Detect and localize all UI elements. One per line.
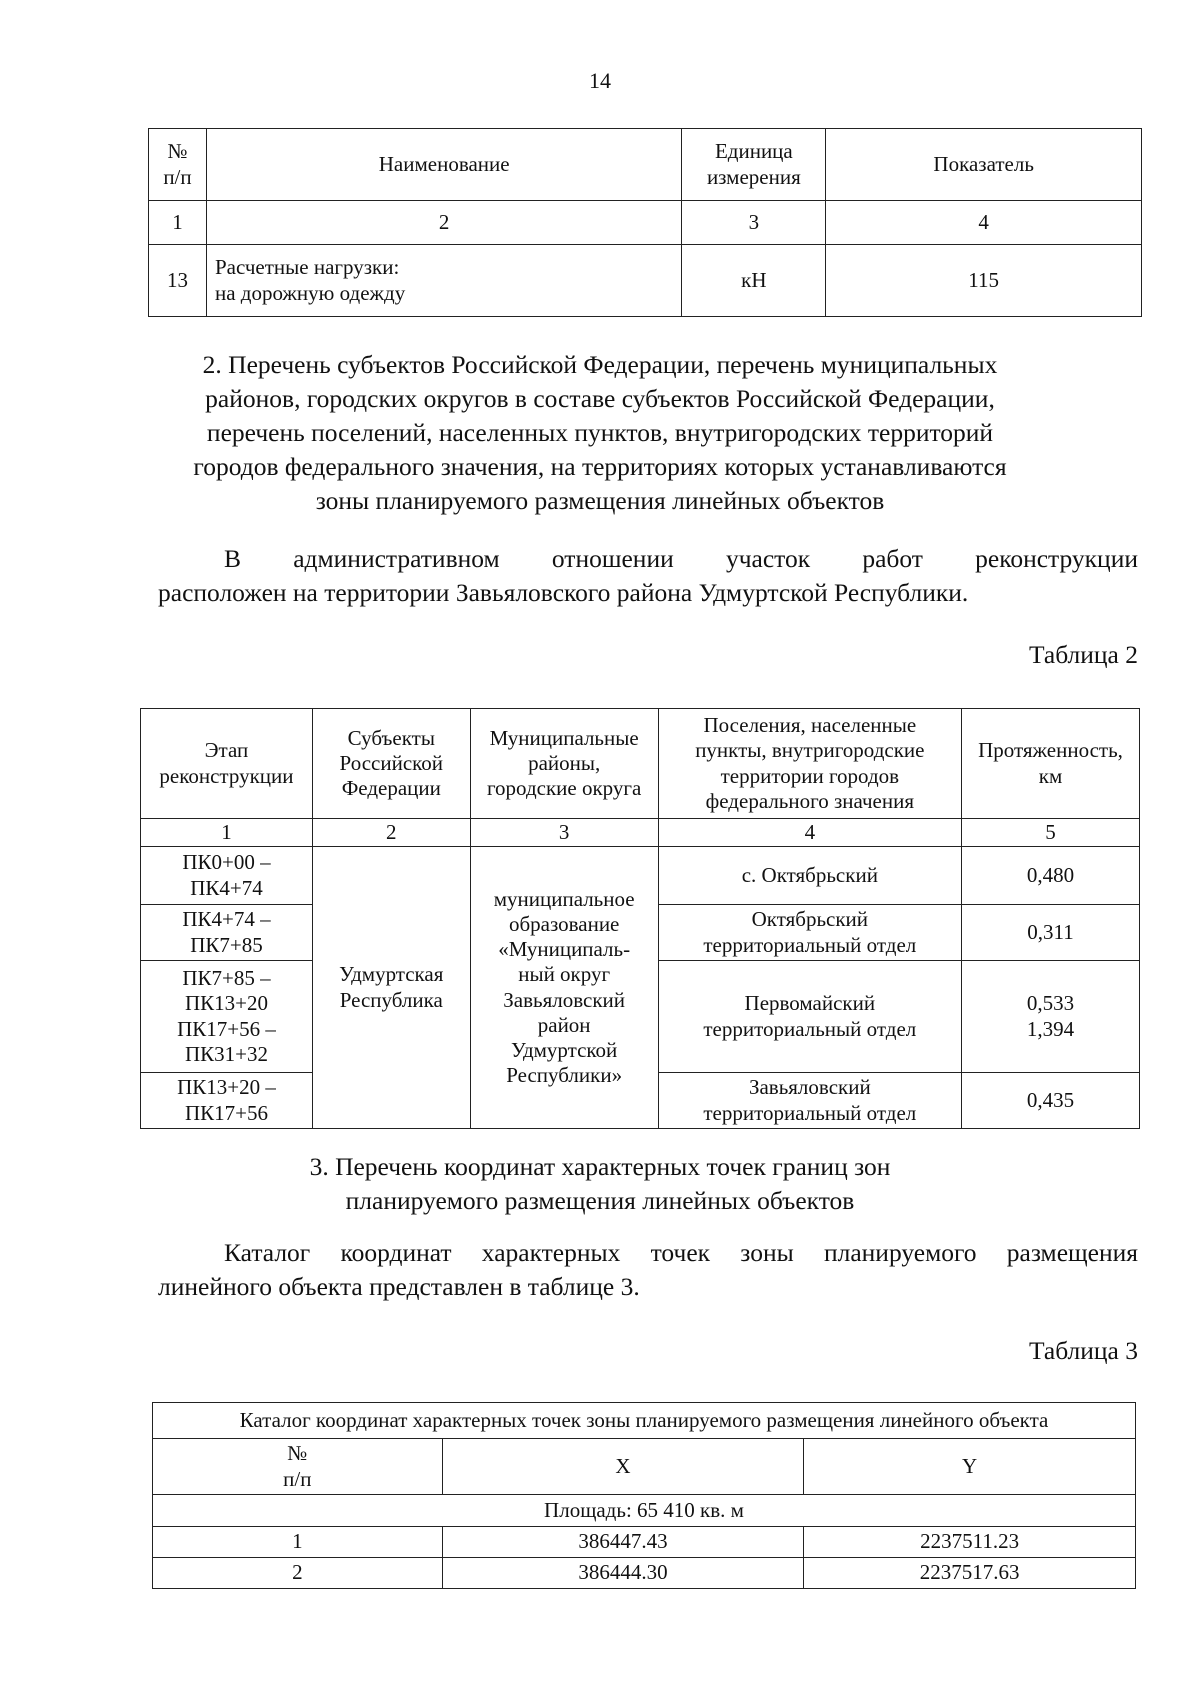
heading-line: городов федерального значения, на территориях которых устанавливаются [193,452,1007,481]
section2-paragraph [158,542,1138,610]
table-title-row [153,1403,1136,1439]
section2-heading [0,348,1200,518]
paragraph-line: линейного объекта представлен в таблице 3. [158,1272,640,1301]
parameters-table [148,128,1142,317]
col-number: 1 [149,201,207,245]
table-header-row [149,129,1142,201]
length-cell: 0,480 [962,847,1140,905]
subject-cell: Удмуртская Республика [312,847,470,1129]
table-row [141,847,1140,905]
stage-cell: ПК4+74 – ПК7+85 [141,905,313,961]
row-name [206,245,681,317]
col-number: 2 [206,201,681,245]
row-number: 13 [149,245,207,317]
area-cell: Площадь: 65 410 кв. м [153,1495,1136,1527]
col-number: 3 [470,819,658,847]
header-number: № п/п [149,129,207,201]
row-value: 115 [826,245,1142,317]
header-stage: Этап реконструкции [141,709,313,819]
table-header-row [141,709,1140,819]
table-row [153,1527,1136,1558]
column-number-row [149,201,1142,245]
table2-caption: Таблица 2 [1028,640,1138,669]
heading-line: районов, городских округов в составе субъектов Российской Федерации, [205,384,995,413]
table3-caption: Таблица 3 [1028,1336,1138,1365]
paragraph-line: В административном отношении участок работ реконструкции [224,544,1138,573]
section3-paragraph [158,1236,1138,1304]
section3-heading [0,1150,1200,1218]
settlement-cell: Октябрьский территориальный отдел [658,905,961,961]
row-name-line: Расчетные нагрузки: [214,255,400,280]
table-title: Каталог координат характерных точек зоны планируемого размещения линейного объекта [153,1403,1136,1439]
header-x: X [442,1439,804,1495]
heading-line: планируемого размещения линейных объектов [345,1186,855,1215]
stage-cell: ПК13+20 – ПК17+56 [141,1073,313,1129]
area-row [153,1495,1136,1527]
point-number: 1 [153,1527,443,1558]
header-municipalities: Муниципальные районы, городские округа [470,709,658,819]
settlement-cell: Первомайский территориальный отдел [658,961,961,1073]
settlement-cell: с. Октябрьский [658,847,961,905]
col-number: 3 [682,201,826,245]
header-y: Y [804,1439,1136,1495]
table-header-row [153,1439,1136,1495]
point-y: 2237517.63 [804,1558,1136,1589]
paragraph-line: Каталог координат характерных точек зоны планируемого размещения [224,1238,1138,1267]
header-value: Показатель [826,129,1142,201]
row-unit: кН [682,245,826,317]
heading-line: 3. Перечень координат характерных точек границ зон [309,1152,891,1181]
col-number: 4 [826,201,1142,245]
length-cell: 0,435 [962,1073,1140,1129]
point-x: 386447.43 [442,1527,804,1558]
header-settlements: Поселения, населенные пункты, внутригородские территории городов федерального значения [658,709,961,819]
col-number: 2 [312,819,470,847]
column-number-row [141,819,1140,847]
header-name: Наименование [206,129,681,201]
point-x: 386444.30 [442,1558,804,1589]
header-number: № п/п [153,1439,443,1495]
table-row [153,1558,1136,1589]
point-number: 2 [153,1558,443,1589]
header-subjects: Субъекты Российской Федерации [312,709,470,819]
heading-line: 2. Перечень субъектов Российской Федерации, перечень муниципальных [202,350,998,379]
col-number: 1 [141,819,313,847]
col-number: 4 [658,819,961,847]
heading-line: перечень поселений, населенных пунктов, внутригородских территорий [206,418,994,447]
col-number: 5 [962,819,1140,847]
header-unit: Единица измерения [682,129,826,201]
length-cell: 0,533 1,394 [962,961,1140,1073]
length-cell: 0,311 [962,905,1140,961]
table-row [149,245,1142,317]
paragraph-line: расположен на территории Завьяловского района Удмуртской Республики. [158,578,969,607]
territories-table [140,708,1140,1129]
stage-cell: ПК7+85 – ПК13+20 ПК17+56 – ПК31+32 [141,961,313,1073]
header-length: Протяженность, км [962,709,1140,819]
heading-line: зоны планируемого размещения линейных объектов [315,486,885,515]
point-y: 2237511.23 [804,1527,1136,1558]
coordinates-table [152,1402,1136,1589]
settlement-cell: Завьяловский территориальный отдел [658,1073,961,1129]
stage-cell: ПК0+00 – ПК4+74 [141,847,313,905]
row-name-line: на дорожную одежду [214,280,406,305]
page-number: 14 [589,68,611,93]
municipality-cell: муниципальное образование «Муниципаль- ный округ Завьяловский район Удмуртской Республики» [470,847,658,1129]
